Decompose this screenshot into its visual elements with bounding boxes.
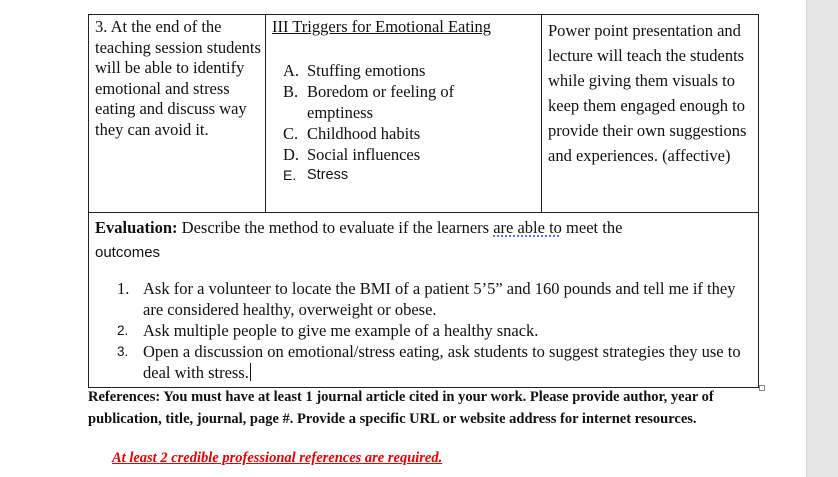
list-item: 3. Open a discussion on emotional/stress eating, ask students to suggest strategies they use to deal with stress. xyxy=(117,342,741,382)
content-heading[interactable]: III Triggers for Emotional Eating xyxy=(272,17,492,36)
text-cursor xyxy=(250,363,251,381)
evaluation-list[interactable] xyxy=(117,278,747,383)
list-item: E. Stress xyxy=(283,167,349,183)
grammar-flag: are able to xyxy=(493,218,562,237)
list-item: 2. Ask multiple people to give me example of a healthy snack. xyxy=(117,321,539,340)
column-divider xyxy=(265,14,266,213)
content-list[interactable] xyxy=(283,60,533,186)
method-cell[interactable]: Power point presentation and lecture will teach the students while giving them visuals to keep them engaged enough to provide their own suggestions and experiences. (affective) xyxy=(548,21,747,165)
column-divider xyxy=(541,14,542,213)
table-resize-handle[interactable] xyxy=(759,385,765,391)
list-item: A. Stuffing emotions xyxy=(283,61,426,80)
document-margin-bar xyxy=(806,0,838,477)
list-item: B. Boredom or feeling of emptiness xyxy=(283,82,455,122)
references-note[interactable]: References: You must have at least 1 journal article cited in your work. Please provide author, year of publication, title, journal, page #. Provide a specific URL or website address for internet resources. xyxy=(88,389,714,427)
list-item: D. Social influences xyxy=(283,145,421,164)
list-item: C. Childhood habits xyxy=(283,124,421,143)
references-requirement[interactable]: At least 2 credible professional references are required. xyxy=(112,450,443,466)
list-item: 1. Ask for a volunteer to locate the BMI of a patient 5’5” and 160 pounds and tell me if they are considered healthy, overweight or obese. xyxy=(117,279,736,319)
evaluation-description[interactable]: Evaluation: Describe the method to evaluate if the learners are able to meet the outcomes xyxy=(95,218,623,261)
evaluation-label: Evaluation: xyxy=(95,218,178,237)
objective-cell[interactable]: 3. At the end of the teaching session students will be able to identify emotional and stress eating and discuss way they can avoid it. xyxy=(95,17,261,139)
